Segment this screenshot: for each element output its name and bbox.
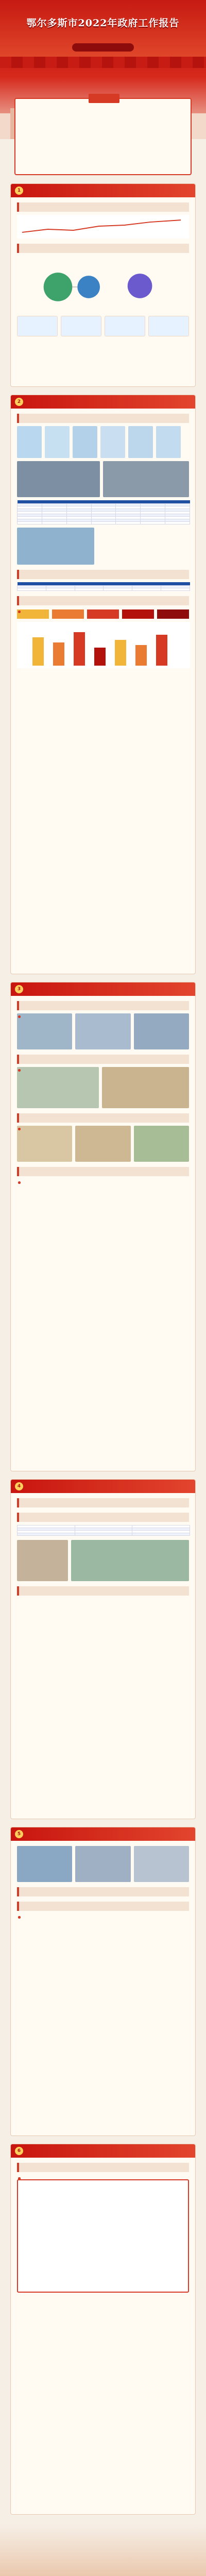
s4-photo-row <box>17 1540 189 1581</box>
s2-data-table <box>17 500 190 524</box>
s2-paragraph-2 <box>97 528 189 565</box>
s5-subheading-2 <box>17 1902 189 1911</box>
preface-tag <box>89 94 119 103</box>
table-cell <box>132 1533 190 1536</box>
section-3 <box>10 982 196 1471</box>
document-thumbnail-1 <box>17 426 42 458</box>
community-photo-1 <box>17 1846 72 1882</box>
s6-summary-box <box>17 2179 189 2293</box>
stat-card-1 <box>17 316 58 336</box>
table-cell <box>18 1533 75 1536</box>
s4-subheading-2 <box>17 1513 189 1522</box>
s1-bubble-diagram <box>17 256 189 313</box>
table-cell <box>42 522 66 524</box>
category-tab-2 <box>52 609 84 619</box>
section-2 <box>10 395 196 974</box>
s2-bridge-row <box>17 528 189 565</box>
s6-title <box>17 2163 189 2172</box>
table-cell <box>141 522 165 524</box>
s1-photo-row <box>17 215 189 239</box>
section-3-header <box>11 982 195 996</box>
field-photo <box>71 1540 189 1581</box>
category-tab-3 <box>87 609 119 619</box>
stat-card-4 <box>148 316 189 336</box>
building-photo-3 <box>134 1013 189 1049</box>
s5-subheading-1 <box>17 1887 189 1896</box>
s4-table <box>17 1525 190 1536</box>
landscape-photo-2 <box>75 1126 130 1162</box>
hero-ribbon <box>0 57 206 68</box>
document-thumbnail-5 <box>128 426 153 458</box>
table-cell <box>116 522 141 524</box>
table-row <box>18 522 190 524</box>
table-cell <box>66 522 91 524</box>
s1-subheading-1 <box>17 202 189 212</box>
section-6 <box>10 2144 196 2515</box>
s2-grid-table <box>17 582 190 591</box>
section-1-header <box>11 184 195 197</box>
hero-sky <box>0 0 206 62</box>
stat-card-3 <box>105 316 145 336</box>
s4-subheading-3 <box>17 1586 189 1596</box>
bridge-photo <box>17 528 94 565</box>
section-2-number: 2 <box>15 398 23 406</box>
table-cell <box>161 588 190 591</box>
s2-subheading-1 <box>17 414 189 423</box>
category-tab-1 <box>17 609 49 619</box>
s3-photo-row-1 <box>17 1013 189 1049</box>
page-title: 鄂尔多斯市2022年政府工作报告 <box>26 18 180 29</box>
s3-subheading-3 <box>17 1113 189 1123</box>
s2-document-thumbnails <box>17 426 189 458</box>
s3-photo-row-3 <box>17 1126 189 1162</box>
table-cell <box>132 588 161 591</box>
table-cell <box>75 588 104 591</box>
landscape-photo-3 <box>134 1126 189 1162</box>
section-5-header <box>11 1827 195 1841</box>
footer-banner <box>0 2524 206 2576</box>
factory-photo-2 <box>103 461 189 497</box>
map-photo <box>17 1540 68 1581</box>
industry-photo-2 <box>102 1067 189 1108</box>
section-2-header <box>11 395 195 409</box>
community-photo-2 <box>75 1846 130 1882</box>
section-1 <box>10 183 196 387</box>
document-thumbnail-6 <box>156 426 181 458</box>
document-thumbnail-3 <box>73 426 97 458</box>
table-cell <box>18 588 46 591</box>
section-5-number: 5 <box>15 1830 23 1838</box>
s5-photo-row <box>17 1846 189 1882</box>
section-1-number: 1 <box>15 187 23 195</box>
table-cell <box>104 588 132 591</box>
table-cell <box>165 522 190 524</box>
section-5 <box>10 1827 196 2136</box>
category-tab-5 <box>157 609 189 619</box>
table-cell <box>18 522 42 524</box>
s1-subheading-2 <box>17 244 189 253</box>
industry-photo-1 <box>17 1067 99 1108</box>
landscape-photo-1 <box>17 1126 72 1162</box>
document-thumbnail-4 <box>100 426 125 458</box>
section-6-number: 6 <box>15 2147 23 2155</box>
s2-subheading-2 <box>17 570 189 579</box>
stat-card-2 <box>61 316 101 336</box>
s3-subheading-2 <box>17 1055 189 1064</box>
s2-tab-row <box>17 609 189 619</box>
building-photo-1 <box>17 1013 72 1049</box>
factory-photo-1 <box>17 461 100 497</box>
table-row <box>18 1533 190 1536</box>
building-photo-2 <box>75 1013 130 1049</box>
community-photo-3 <box>134 1846 189 1882</box>
s4-subheading-1 <box>17 1498 189 1507</box>
s2-photo-row <box>17 461 189 497</box>
table-cell <box>75 1533 132 1536</box>
s1-stat-row <box>17 316 189 336</box>
section-4 <box>10 1479 196 1819</box>
s2-bar-chart-image <box>17 622 190 668</box>
footer-illustration <box>0 2524 206 2576</box>
category-tab-4 <box>122 609 154 619</box>
s3-subheading-4 <box>17 1167 189 1176</box>
document-thumbnail-2 <box>45 426 70 458</box>
s2-subheading-3 <box>17 596 189 605</box>
table-cell <box>91 522 116 524</box>
s3-subheading-1 <box>17 1001 189 1010</box>
table-cell <box>46 588 75 591</box>
preface-card <box>14 98 192 175</box>
section-3-number: 3 <box>15 985 23 993</box>
s3-photo-row-2 <box>17 1067 189 1108</box>
table-row <box>18 588 190 591</box>
section-6-header <box>11 2144 195 2158</box>
section-4-header <box>11 1480 195 1493</box>
section-4-number: 4 <box>15 1482 23 1490</box>
bubble-diagram-image <box>17 256 189 313</box>
hero-pill-label <box>72 43 134 52</box>
s1-line-chart-image <box>17 215 189 239</box>
